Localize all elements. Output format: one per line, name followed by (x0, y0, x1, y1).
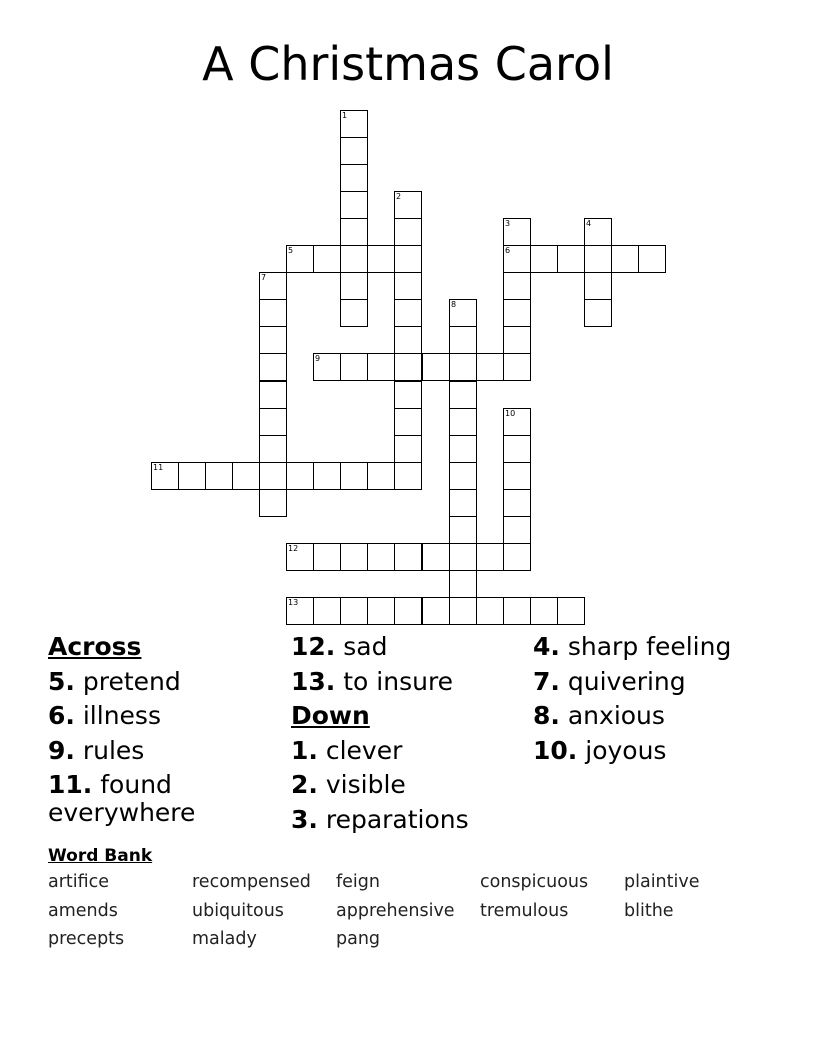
grid-cell[interactable] (449, 381, 477, 409)
clue-down-10 (533, 734, 793, 769)
page-title: A Christmas Carol (202, 37, 614, 91)
across-heading: Across (48, 632, 142, 661)
clue-number: 6. (48, 701, 75, 730)
grid-cell[interactable] (259, 408, 287, 436)
clue-number-label: 9 (315, 354, 321, 363)
clue-text: illness (82, 701, 161, 730)
grid-cell[interactable] (449, 326, 477, 354)
grid-cell[interactable] (259, 326, 287, 354)
grid-cell[interactable] (259, 381, 287, 409)
grid-cell[interactable] (476, 597, 504, 625)
clue-number-label: 1 (342, 111, 348, 120)
clue-across-13 (291, 665, 521, 700)
grid-cell[interactable] (340, 299, 368, 327)
clue-down-7 (533, 665, 793, 700)
grid-cell[interactable] (394, 191, 422, 219)
clue-down-8 (533, 699, 793, 734)
grid-cell[interactable] (205, 462, 233, 490)
grid-cell[interactable] (503, 299, 531, 327)
clue-number-label: 12 (288, 544, 299, 553)
grid-cell[interactable] (286, 462, 314, 490)
grid-cell[interactable] (394, 353, 422, 381)
clue-across-5 (48, 665, 278, 700)
clue-number: 2. (291, 770, 318, 799)
grid-cell[interactable] (557, 597, 585, 625)
grid-cell[interactable] (503, 326, 531, 354)
grid-cell[interactable] (286, 597, 314, 625)
grid-cell[interactable] (503, 218, 531, 246)
word-bank-word: recompensed (192, 872, 311, 892)
clue-down-4 (533, 630, 793, 665)
clue-text: pretend (82, 666, 181, 696)
grid-cell[interactable] (394, 326, 422, 354)
word-bank-word: apprehensive (336, 900, 455, 921)
grid-cell[interactable] (178, 462, 206, 490)
grid-cell[interactable] (503, 597, 531, 625)
grid-cell[interactable] (503, 462, 531, 490)
grid-cell[interactable] (394, 299, 422, 327)
grid-cell[interactable] (503, 272, 531, 300)
grid-cell[interactable] (394, 435, 422, 463)
clue-text: anxious (567, 701, 665, 730)
grid-cell[interactable] (394, 245, 422, 273)
clues-column-3 (533, 630, 793, 768)
grid-cell[interactable] (611, 245, 639, 273)
clue-number: 4. (533, 632, 560, 661)
clues-column-2 (291, 630, 521, 837)
word-bank-title: Word Bank (48, 846, 153, 866)
down-heading: Down (291, 701, 370, 730)
clue-number: 1. (291, 735, 318, 765)
word-bank-word: malady (192, 929, 257, 949)
grid-cell[interactable] (367, 462, 395, 490)
grid-cell[interactable] (394, 597, 422, 625)
grid-cell[interactable] (313, 543, 341, 571)
grid-cell[interactable] (232, 462, 260, 490)
grid-cell[interactable] (313, 353, 341, 381)
grid-cell[interactable] (584, 218, 612, 246)
clue-text: clever (325, 735, 403, 765)
grid-cell[interactable] (259, 435, 287, 463)
clue-down-1 (291, 734, 521, 769)
grid-cell[interactable] (503, 353, 531, 381)
word-bank-word: precepts (48, 929, 125, 949)
grid-cell[interactable] (449, 489, 477, 517)
clue-text: rules (82, 735, 145, 765)
word-bank-word: ubiquitous (192, 900, 284, 921)
grid-cell[interactable] (530, 245, 558, 273)
grid-cell[interactable] (340, 353, 368, 381)
grid-cell[interactable] (340, 137, 368, 165)
clue-number-label: 11 (153, 463, 164, 472)
clue-number-label: 13 (288, 598, 299, 607)
grid-cell[interactable] (340, 543, 368, 571)
clue-number: 13. (291, 666, 336, 696)
grid-cell[interactable] (503, 543, 531, 571)
grid-cell[interactable] (503, 408, 531, 436)
grid-cell[interactable] (394, 462, 422, 490)
word-bank-word: pang (336, 929, 381, 949)
clue-down-2 (291, 768, 521, 803)
clue-number-label: 5 (288, 246, 294, 255)
word-bank-word: tremulous (480, 900, 569, 921)
grid-cell[interactable] (394, 272, 422, 300)
grid-cell[interactable] (503, 489, 531, 517)
clue-across-11 (48, 768, 278, 830)
grid-cell[interactable] (394, 408, 422, 436)
grid-cell[interactable] (449, 597, 477, 625)
grid-cell[interactable] (340, 110, 368, 138)
clue-text: to insure (343, 666, 454, 696)
clue-number-label: 2 (396, 192, 402, 201)
clue-text: found everywhere (48, 770, 196, 827)
grid-cell[interactable] (449, 408, 477, 436)
grid-cell[interactable] (449, 570, 477, 598)
grid-cell[interactable] (259, 299, 287, 327)
grid-cell[interactable] (638, 245, 666, 273)
grid-cell[interactable] (449, 462, 477, 490)
grid-cell[interactable] (340, 218, 368, 246)
clue-text: joyous (585, 735, 667, 765)
grid-cell[interactable] (584, 245, 612, 273)
grid-cell[interactable] (449, 435, 477, 463)
grid-cell[interactable] (313, 597, 341, 625)
grid-cell[interactable] (584, 299, 612, 327)
grid-cell[interactable] (530, 597, 558, 625)
clue-number-label: 7 (261, 273, 267, 282)
grid-cell[interactable] (340, 245, 368, 273)
grid-cell[interactable] (422, 597, 450, 625)
clues-column-1 (48, 630, 278, 830)
grid-cell[interactable] (394, 381, 422, 409)
grid-cell[interactable] (259, 462, 287, 490)
grid-cell[interactable] (449, 353, 477, 381)
clue-number: 9. (48, 735, 75, 765)
grid-cell[interactable] (449, 516, 477, 544)
word-bank-word: blithe (624, 900, 674, 921)
grid-cell[interactable] (449, 299, 477, 327)
grid-cell[interactable] (503, 516, 531, 544)
grid-cell[interactable] (584, 272, 612, 300)
clue-number-label: 6 (505, 246, 511, 255)
grid-cell[interactable] (259, 489, 287, 517)
grid-cell[interactable] (367, 597, 395, 625)
clue-across-6 (48, 699, 278, 734)
word-bank-word: conspicuous (480, 872, 589, 892)
grid-cell[interactable] (259, 353, 287, 381)
clue-number-label: 4 (586, 219, 592, 228)
clue-number: 5. (48, 666, 75, 696)
grid-cell[interactable] (151, 462, 179, 490)
word-bank-word: amends (48, 900, 118, 921)
grid-cell[interactable] (394, 543, 422, 571)
grid-cell[interactable] (367, 245, 395, 273)
clue-number-label: 8 (451, 300, 457, 309)
word-bank (48, 872, 768, 958)
clue-text: quivering (567, 666, 686, 696)
grid-cell[interactable] (394, 218, 422, 246)
grid-cell[interactable] (313, 462, 341, 490)
clue-number: 10. (533, 735, 578, 765)
grid-cell[interactable] (340, 272, 368, 300)
grid-cell[interactable] (422, 353, 450, 381)
grid-cell[interactable] (259, 272, 287, 300)
grid-cell[interactable] (367, 543, 395, 571)
grid-cell[interactable] (313, 245, 341, 273)
grid-cell[interactable] (286, 543, 314, 571)
clue-number: 7. (533, 666, 560, 696)
grid-cell[interactable] (503, 245, 531, 273)
grid-cell[interactable] (476, 353, 504, 381)
clue-across-12 (291, 630, 521, 665)
grid-cell[interactable] (286, 245, 314, 273)
grid-cell[interactable] (340, 597, 368, 625)
grid-cell[interactable] (503, 435, 531, 463)
clue-number: 3. (291, 804, 318, 834)
clue-text: reparations (325, 804, 469, 834)
clue-across-9 (48, 734, 278, 769)
word-bank-word: plaintive (624, 872, 700, 892)
clue-number-label: 3 (505, 219, 511, 228)
clue-text: sad (343, 632, 388, 661)
grid-cell[interactable] (476, 543, 504, 571)
clue-number: 12. (291, 632, 336, 661)
word-bank-word: artifice (48, 872, 110, 892)
grid-cell[interactable] (340, 462, 368, 490)
grid-cell[interactable] (340, 191, 368, 219)
clue-down-3 (291, 803, 521, 838)
clue-number: 8. (533, 701, 560, 730)
grid-cell[interactable] (340, 164, 368, 192)
grid-cell[interactable] (422, 543, 450, 571)
clue-number: 11. (48, 770, 93, 799)
grid-cell[interactable] (557, 245, 585, 273)
word-bank-word: feign (336, 872, 380, 892)
grid-cell[interactable] (367, 353, 395, 381)
clue-text: sharp feeling (567, 632, 732, 661)
clue-text: visible (325, 770, 406, 799)
clue-number-label: 10 (505, 409, 516, 418)
grid-cell[interactable] (449, 543, 477, 571)
